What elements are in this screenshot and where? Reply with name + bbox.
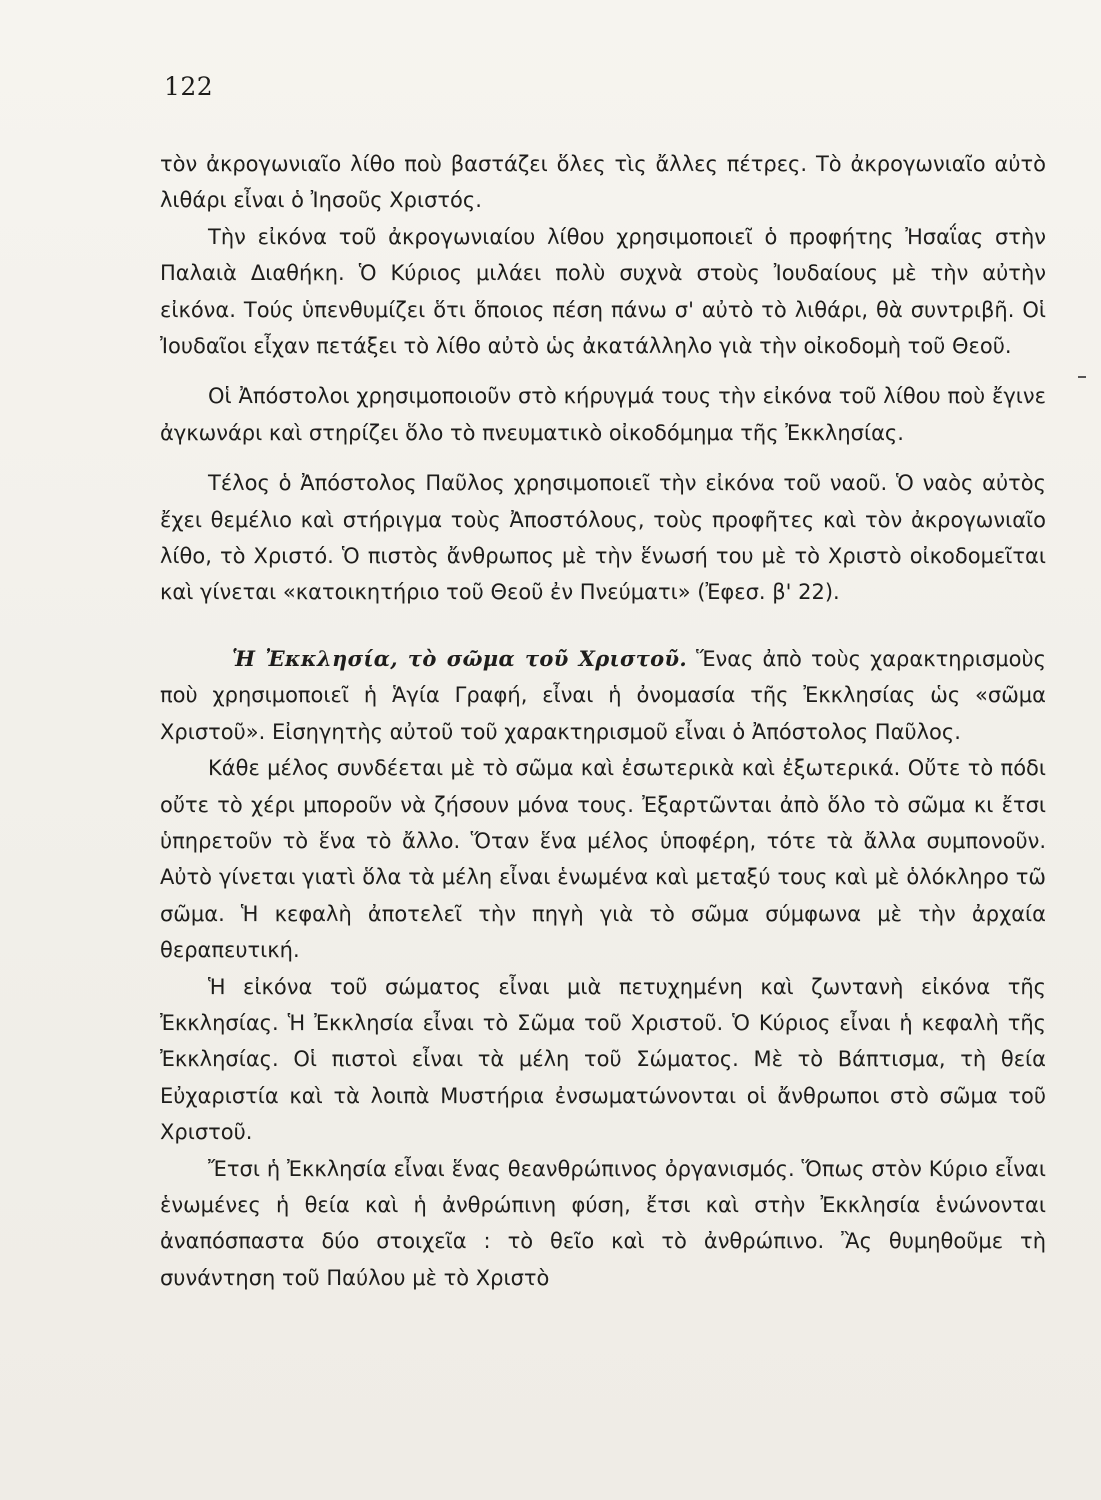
page-number: 122 <box>164 72 214 101</box>
body-text <box>160 146 1046 1296</box>
section-heading: Ἡ Ἐκκλησία, τὸ σῶμα τοῦ Χριστοῦ. <box>232 645 687 671</box>
section-intro-paragraph <box>160 641 1046 750</box>
paragraph-isaiah: Τὴν εἰκόνα τοῦ ἀκρογωνιαίου λίθου χρησιμοποιεῖ ὁ προφήτης Ἠσαΐας στὴν Παλαιὰ Διαθήκη. Ὁ Κύριος μιλάει πολὺ συχνὰ στοὺς Ἰουδαίους μὲ τὴν αὐτὴν εἰκόνα. Τούς ὑπενθυμίζει ὅτι ὅποιος πέση πάνω σ' αὐτὸ τὸ λιθάρι, θὰ συντριβῆ. Οἱ Ἰουδαῖοι εἶχαν πετάξει τὸ λίθο αὐτὸ ὡς ἀκατάλληλο γιὰ τὴν οἰκοδομὴ τοῦ Θεοῦ. <box>160 224 1046 359</box>
paragraph-theanthropic: Ἔτσι ἡ Ἐκκλησία εἶναι ἕνας θεανθρώπινος ὀργανισμός. Ὅπως στὸν Κύριο εἶναι ἑνωμένες ἡ θεία καὶ ἡ ἀνθρώπινη φύση, ἔτσι καὶ στὴν Ἐκκλησία ἑνώνονται ἀναπόσπαστα δύο στοιχεῖα : τὸ θεῖο καὶ τὸ ἀνθρώπινο. Ἂς θυμηθοῦμε τὴ συνάντηση τοῦ Παύλου μὲ τὸ Χριστὸ <box>160 1156 1046 1290</box>
paragraph-cornerstone: τὸν ἀκρογωνιαῖο λίθο ποὺ βαστάζει ὅλες τὶς ἄλλες πέτρες. Τὸ ἀκρογωνιαῖο αὐτὸ λιθάρι εἶναι ὁ Ἰησοῦς Χριστός. <box>160 152 1046 213</box>
paragraph-body-image: Ἡ εἰκόνα τοῦ σώματος εἶναι μιὰ πετυχημένη καὶ ζωντανὴ εἰκόνα τῆς Ἐκκλησίας. Ἡ Ἐκκλησία εἶναι τὸ Σῶμα τοῦ Χριστοῦ. Ὁ Κύριος εἶναι ἡ κεφαλὴ τῆς Ἐκκλησίας. Οἱ πιστοὶ εἶναι τὰ μέλη τοῦ Σώματος. Μὲ τὸ Βάπτισμα, τὴ θεία Εὐχαριστία καὶ τὰ λοιπὰ Μυστήρια ἐνσωματώνονται οἱ ἄνθρωποι στὸ σῶμα τοῦ Χριστοῦ. <box>160 974 1046 1145</box>
section-intro-text: Ἕνας ἀπὸ τοὺς χαρακτηρισμοὺς ποὺ χρησιμοποιεῖ ἡ Ἁγία Γραφή, εἶναι ἡ ὀνομασία τῆς Ἐκκλησίας ὡς «σῶμα Χριστοῦ». Εἰσηγητὴς αὐτοῦ τοῦ χαρακτηρισμοῦ εἶναι ὁ Ἀπόστολος Παῦλος. <box>160 646 1046 744</box>
paragraph-members: Κάθε μέλος συνδέεται μὲ τὸ σῶμα καὶ ἐσωτερικὰ καὶ ἐξωτερικά. Οὔτε τὸ πόδι οὔτε τὸ χέρι μποροῦν νὰ ζήσουν μόνα τους. Ἐξαρτῶνται ἀπὸ ὅλο τὸ σῶμα κι ἔτσι ὑπηρετοῦν τὸ ἕνα τὸ ἄλλο. Ὅταν ἕνα μέλος ὑποφέρη, τότε τὰ ἄλλα συμπονοῦν. Αὐτὸ γίνεται γιατὶ ὅλα τὰ μέλη εἶναι ἑνωμένα καὶ μεταξύ τους καὶ μὲ ὁλόκληρο τῶ σῶμα. Ἡ κεφαλὴ ἀποτελεῖ τὴν πηγὴ γιὰ τὸ σῶμα σύμφωνα μὲ τὴν ἀρχαία θεραπευτική. <box>160 756 1046 963</box>
margin-mark <box>1078 376 1086 378</box>
paragraph-apostles: Οἱ Ἀπόστολοι χρησιμοποιοῦν στὸ κήρυγμά τους τὴν εἰκόνα τοῦ λίθου ποὺ ἔγινε ἀγκωνάρι καὶ στηρίζει ὅλο τὸ πνευματικὸ οἰκοδόμημα τῆς Ἐκκλησίας. <box>160 384 1046 445</box>
paragraph-temple: Τέλος ὁ Ἀπόστολος Παῦλος χρησιμοποιεῖ τὴν εἰκόνα τοῦ ναοῦ. Ὁ ναὸς αὐτὸς ἔχει θεμέλιο καὶ στήριγμα τοὺς Ἀποστόλους, τοὺς προφῆτες καὶ τὸν ἀκρογωνιαῖο λίθο, τὸ Χριστό. Ὁ πιστὸς ἄνθρωπος μὲ τὴν ἕνωσή του μὲ τὸ Χριστὸ οἰκοδομεῖται καὶ γίνεται «κατοικητήριο τοῦ Θεοῦ ἐν Πνεύματι» (Ἐφεσ. β' 22). <box>160 471 1046 605</box>
